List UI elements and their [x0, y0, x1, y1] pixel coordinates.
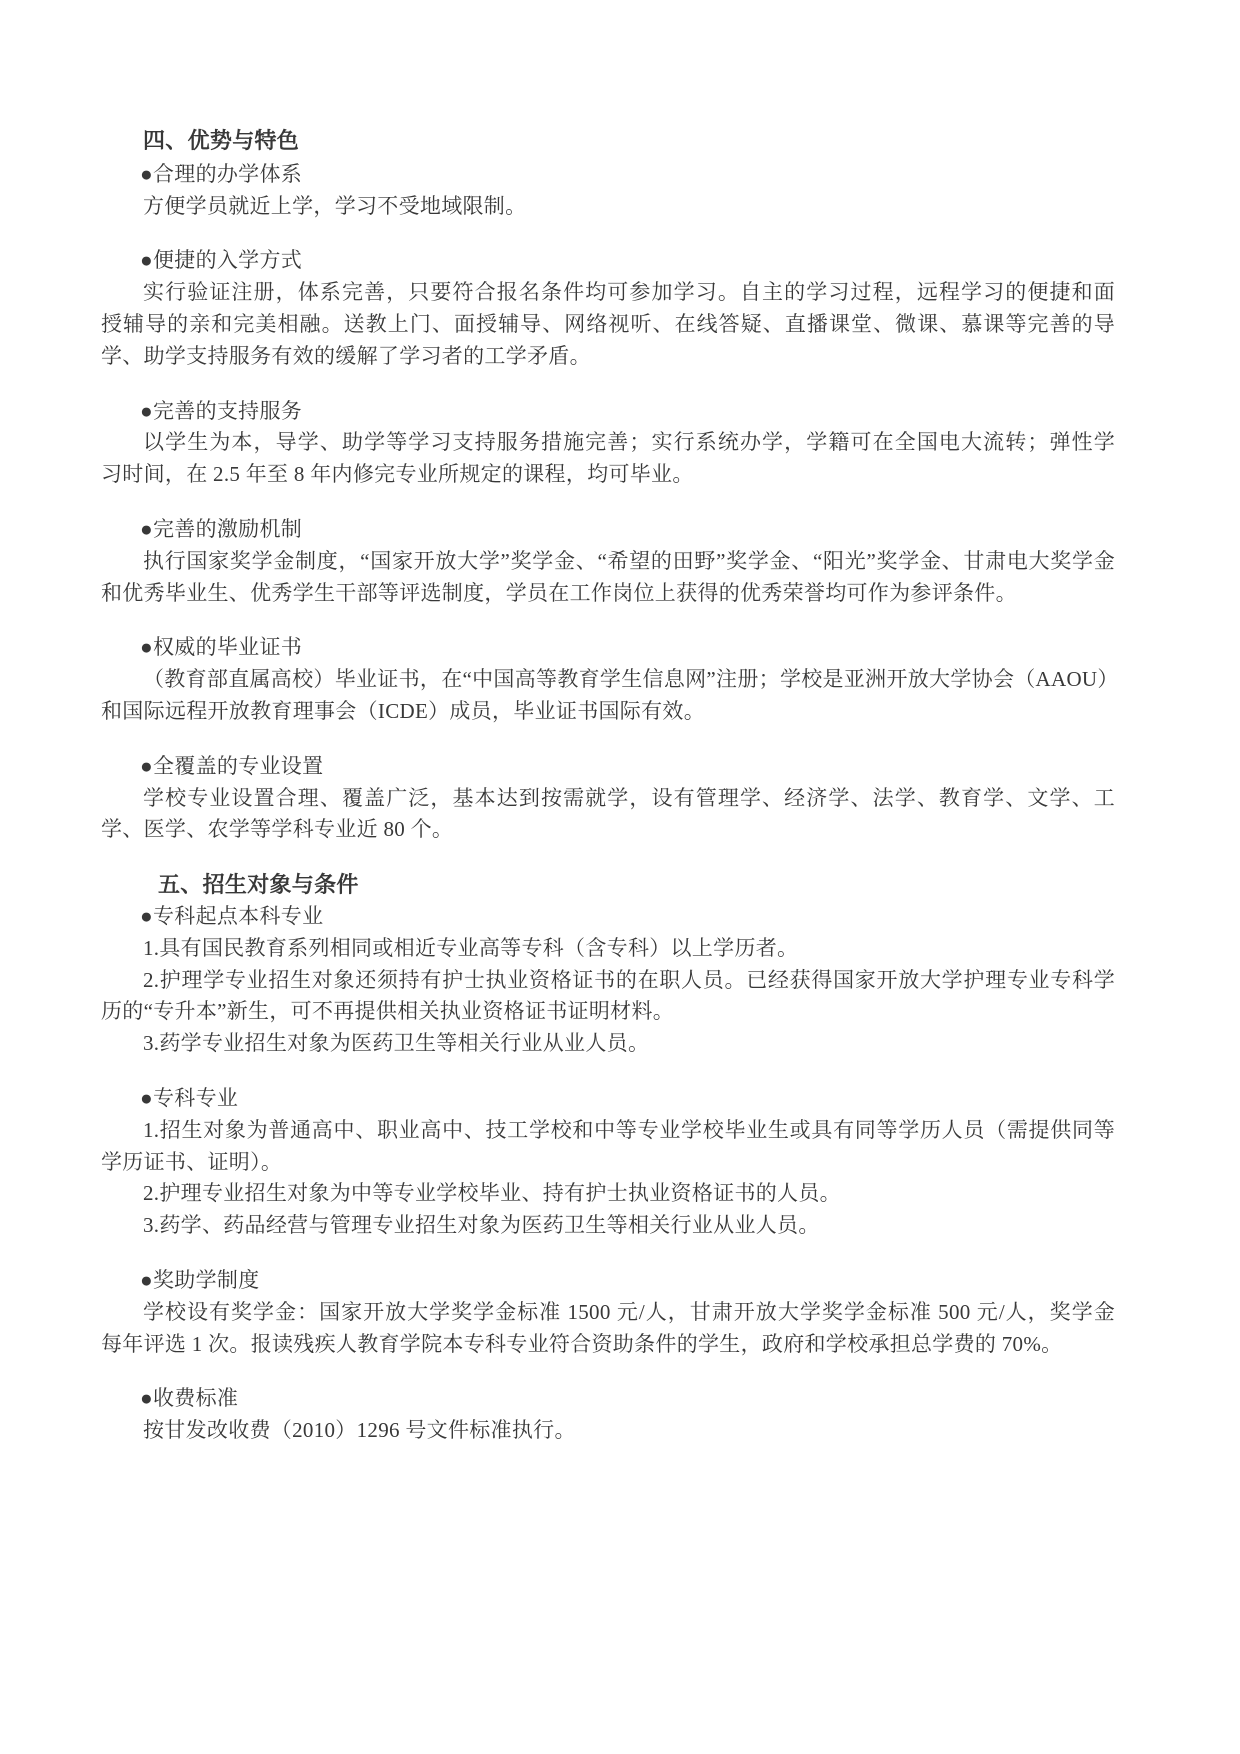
bullet-item-upgrade-program: ●专科起点本科专业: [140, 903, 324, 928]
paragraph-line: 以学生为本，导学、助学等学习支持服务措施完善；实行系统办学，学籍可在全国电大流转；弹性学: [143, 430, 1115, 455]
bullet-item-enrollment-method: ●便捷的入学方式: [140, 248, 303, 273]
paragraph-line: 学历证书、证明）。: [101, 1149, 283, 1174]
bullet-item-support-service: ●完善的支持服务: [140, 398, 303, 423]
paragraph-line: 学、助学支持服务有效的缓解了学习者的工学矛盾。: [101, 343, 591, 368]
section-heading-5: 五、招生对象与条件: [158, 872, 359, 898]
paragraph-line: 每年评选 1 次。报读残疾人教育学院本专科专业符合资助条件的学生，政府和学校承担总学费的 70%。: [101, 1331, 1063, 1356]
paragraph-line: 1.招生对象为普通高中、职业高中、技工学校和中等专业学校毕业生或具有同等学历人员（需提供同等: [143, 1117, 1115, 1142]
bullet-item-school-system: ●合理的办学体系: [140, 161, 303, 186]
paragraph-line: 授辅导的亲和完美相融。送教上门、面授辅导、网络视听、在线答疑、直播课堂、微课、慕课等完善的导: [101, 311, 1115, 336]
paragraph-line: 1.具有国民教育系列相同或相近专业高等专科（含专科）以上学历者。: [143, 935, 799, 960]
bullet-item-junior-college: ●专科专业: [140, 1085, 239, 1110]
paragraph-line: 执行国家奖学金制度，“国家开放大学”奖学金、“希望的田野”奖学金、“阳光”奖学金、甘肃电大奖学金: [143, 548, 1115, 573]
bullet-item-fee-standard: ●收费标准: [140, 1386, 239, 1411]
paragraph-line: 学、医学、农学等学科专业近 80 个。: [101, 817, 454, 842]
paragraph-line: （教育部直属高校）毕业证书，在“中国高等教育学生信息网”注册；学校是亚洲开放大学协会（AAOU）: [143, 667, 1119, 692]
paragraph-line: 按甘发改收费（2010）1296 号文件标准执行。: [143, 1418, 576, 1443]
paragraph-line: 3.药学、药品经营与管理专业招生对象为医药卫生等相关行业从业人员。: [143, 1213, 820, 1238]
paragraph-line: 和优秀毕业生、优秀学生干部等评选制度，学员在工作岗位上获得的优秀荣誉均可作为参评条件。: [101, 580, 1017, 605]
bullet-item-scholarship: ●奖助学制度: [140, 1267, 260, 1292]
bullet-item-incentive-mechanism: ●完善的激励机制: [140, 516, 303, 541]
paragraph-line: 历的“专升本”新生，可不再提供相关执业资格证书证明材料。: [101, 999, 675, 1024]
document-content: [101, 125, 1119, 1447]
paragraph-line: 3.药学专业招生对象为医药卫生等相关行业从业人员。: [143, 1031, 650, 1056]
bullet-item-major-coverage: ●全覆盖的专业设置: [140, 753, 324, 778]
paragraph-line: 2.护理专业招生对象为中等专业学校毕业、持有护士执业资格证书的人员。: [143, 1181, 841, 1206]
paragraph-line: 方便学员就近上学，学习不受地域限制。: [143, 193, 527, 218]
paragraph-line: 习时间，在 2.5 年至 8 年内修完专业所规定的课程，均可毕业。: [101, 462, 694, 487]
paragraph-line: 和国际远程开放教育理事会（ICDE）成员，毕业证书国际有效。: [101, 698, 705, 723]
paragraph-line: 实行验证注册，体系完善，只要符合报名条件均可参加学习。自主的学习过程，远程学习的便捷和面: [143, 280, 1115, 305]
paragraph-line: 学校专业设置合理、覆盖广泛，基本达到按需就学，设有管理学、经济学、法学、教育学、文学、工: [143, 785, 1115, 810]
section-heading-4: 四、优势与特色: [143, 128, 300, 153]
paragraph-line: 2.护理学专业招生对象还须持有护士执业资格证书的在职人员。已经获得国家开放大学护理专业专科学: [143, 967, 1115, 992]
paragraph-line: 学校设有奖学金：国家开放大学奖学金标准 1500 元/人，甘肃开放大学奖学金标准 500 元/人，奖学金: [143, 1299, 1115, 1324]
bullet-item-diploma: ●权威的毕业证书: [140, 635, 303, 660]
